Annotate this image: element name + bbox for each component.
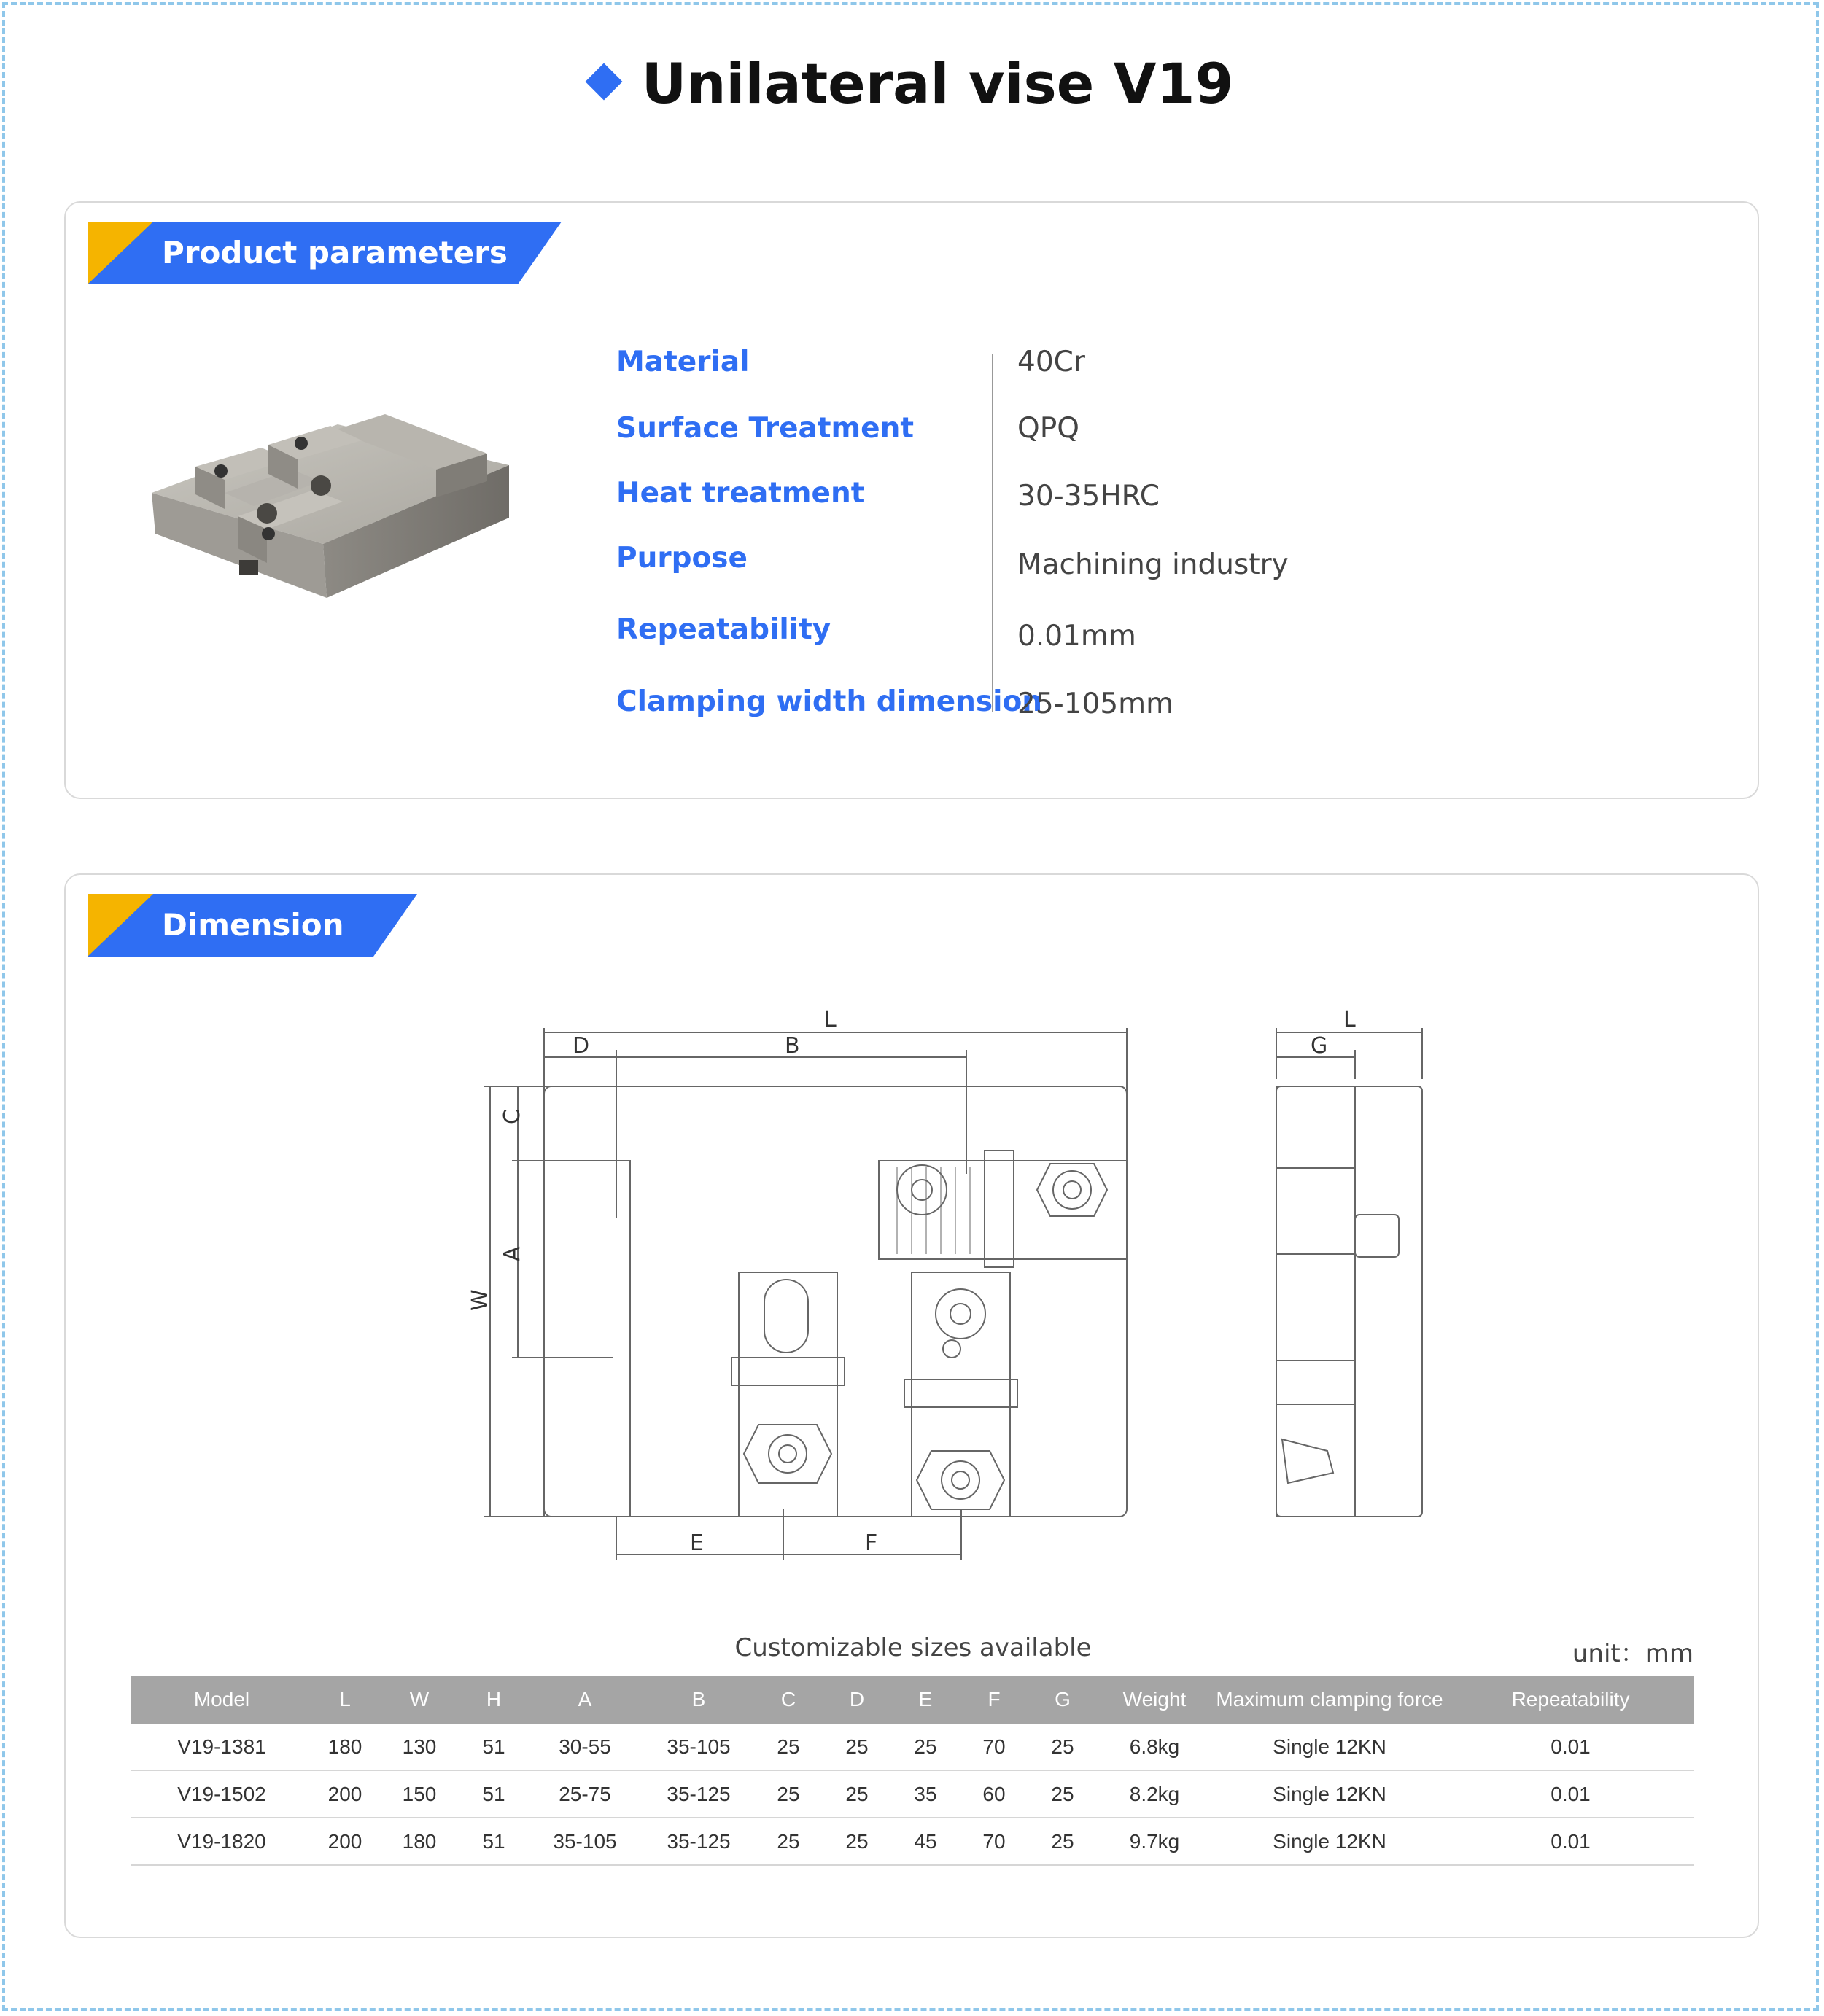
table-header: G xyxy=(1028,1676,1097,1724)
section-heading: Product parameters xyxy=(162,235,508,271)
table-cell: 51 xyxy=(461,1724,527,1770)
table-header: B xyxy=(643,1676,754,1724)
spec-table xyxy=(131,1676,1694,1866)
dim-label-g: G xyxy=(1311,1033,1328,1059)
product-photo xyxy=(152,372,531,663)
table-row xyxy=(131,1770,1694,1818)
table-cell: 180 xyxy=(312,1724,378,1770)
param-label-heat: Heat treatment xyxy=(616,477,865,510)
table-header: Maximum clamping force xyxy=(1212,1676,1447,1724)
table-cell: 25 xyxy=(823,1818,891,1865)
param-label-surface: Surface Treatment xyxy=(616,412,914,445)
table-header: H xyxy=(461,1676,527,1724)
table-cell: Single 12KN xyxy=(1212,1770,1447,1818)
table-header-row xyxy=(131,1676,1694,1724)
diamond-icon xyxy=(585,63,622,101)
table-cell: 30-55 xyxy=(527,1724,643,1770)
table-header: L xyxy=(312,1676,378,1724)
dim-label-a: A xyxy=(500,1246,525,1261)
param-value-repeatability: 0.01mm xyxy=(1017,620,1136,653)
table-cell: 70 xyxy=(960,1724,1028,1770)
table-cell: 200 xyxy=(312,1770,378,1818)
table-cell: 25 xyxy=(823,1770,891,1818)
table-cell: V19-1381 xyxy=(131,1724,312,1770)
table-cell: 35-125 xyxy=(643,1818,754,1865)
table-header: C xyxy=(754,1676,823,1724)
table-cell: 35-125 xyxy=(643,1770,754,1818)
table-cell: 180 xyxy=(378,1818,461,1865)
table-cell: 25 xyxy=(754,1770,823,1818)
param-value-heat: 30-35HRC xyxy=(1017,480,1160,513)
table-cell: 70 xyxy=(960,1818,1028,1865)
dim-label-l-side: L xyxy=(1343,1007,1356,1032)
dimension-drawing xyxy=(467,999,1495,1582)
table-cell: 45 xyxy=(891,1818,960,1865)
table-header: A xyxy=(527,1676,643,1724)
table-cell: 25 xyxy=(1028,1818,1097,1865)
product-parameters-card xyxy=(64,201,1759,799)
table-cell: 0.01 xyxy=(1447,1770,1694,1818)
table-cell: 0.01 xyxy=(1447,1724,1694,1770)
table-cell: 130 xyxy=(378,1724,461,1770)
param-value-clamping: 25-105mm xyxy=(1017,688,1174,720)
table-header: Weight xyxy=(1097,1676,1212,1724)
table-cell: 200 xyxy=(312,1818,378,1865)
param-label-repeatability: Repeatability xyxy=(616,613,831,646)
param-label-clamping: Clamping width dimension xyxy=(616,685,1043,718)
table-cell: 150 xyxy=(378,1770,461,1818)
unit-label: unit：mm xyxy=(1572,1639,1693,1668)
table-cell: 6.8kg xyxy=(1097,1724,1212,1770)
table-cell: 51 xyxy=(461,1770,527,1818)
dimension-card xyxy=(64,873,1759,1938)
dim-label-c: C xyxy=(500,1109,525,1124)
dim-label-e: E xyxy=(690,1530,704,1556)
table-header: F xyxy=(960,1676,1028,1724)
table-cell: V19-1820 xyxy=(131,1818,312,1865)
table-cell: 8.2kg xyxy=(1097,1770,1212,1818)
table-cell: 25 xyxy=(1028,1770,1097,1818)
param-value-material: 40Cr xyxy=(1017,346,1085,378)
dim-label-l: L xyxy=(824,1007,837,1032)
table-cell: 0.01 xyxy=(1447,1818,1694,1865)
dim-label-w: W xyxy=(467,1289,493,1311)
table-cell: 9.7kg xyxy=(1097,1818,1212,1865)
dim-label-f: F xyxy=(865,1530,878,1556)
section-heading: Dimension xyxy=(162,907,344,943)
table-cell: Single 12KN xyxy=(1212,1818,1447,1865)
table-cell: 35 xyxy=(891,1770,960,1818)
table-cell: V19-1502 xyxy=(131,1770,312,1818)
param-label-purpose: Purpose xyxy=(616,542,748,575)
table-row xyxy=(131,1818,1694,1865)
dim-label-d: D xyxy=(573,1033,590,1059)
table-header: E xyxy=(891,1676,960,1724)
table-header: Model xyxy=(131,1676,312,1724)
param-value-surface: QPQ xyxy=(1017,412,1079,445)
param-divider xyxy=(992,354,993,712)
table-cell: 25 xyxy=(823,1724,891,1770)
table-cell: 25 xyxy=(1028,1724,1097,1770)
table-cell: 25-75 xyxy=(527,1770,643,1818)
table-cell: 35-105 xyxy=(527,1818,643,1865)
dim-label-b: B xyxy=(785,1033,800,1059)
table-caption: Customizable sizes available xyxy=(734,1633,1092,1662)
page-title: Unilateral vise V19 xyxy=(0,51,1824,116)
table-cell: 25 xyxy=(754,1724,823,1770)
table-header: W xyxy=(378,1676,461,1724)
table-cell: 25 xyxy=(891,1724,960,1770)
param-value-purpose: Machining industry xyxy=(1017,548,1289,581)
table-header: Repeatability xyxy=(1447,1676,1694,1724)
table-header: D xyxy=(823,1676,891,1724)
table-cell: 35-105 xyxy=(643,1724,754,1770)
table-cell: Single 12KN xyxy=(1212,1724,1447,1770)
table-cell: 25 xyxy=(754,1818,823,1865)
param-label-material: Material xyxy=(616,346,750,378)
table-cell: 60 xyxy=(960,1770,1028,1818)
table-cell: 51 xyxy=(461,1818,527,1865)
table-row xyxy=(131,1724,1694,1770)
